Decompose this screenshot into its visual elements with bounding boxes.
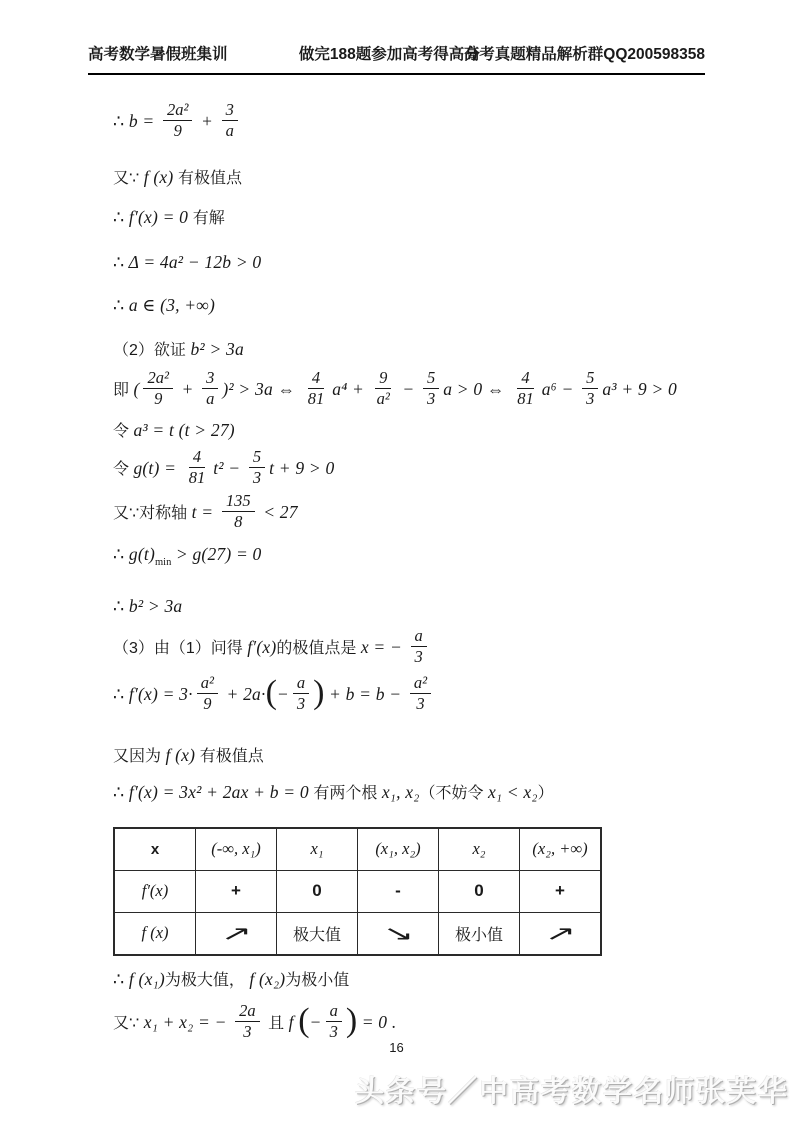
- math-text: b² > 3a: [185, 338, 244, 359]
- math-text: x = −: [360, 636, 407, 657]
- math-text: ∴ a ∈ (3, +∞): [113, 294, 216, 315]
- line-a-range: [113, 294, 793, 318]
- math-text: x₁ + x₂ = −: [139, 1011, 232, 1032]
- page-number: 16: [389, 1040, 404, 1055]
- fraction-numerator: a: [411, 627, 427, 647]
- fraction: [293, 674, 309, 714]
- table-cell: [196, 912, 277, 955]
- line-fprime-zero: [113, 206, 793, 230]
- table-row: [114, 912, 601, 955]
- line-sec2-goal: [113, 338, 793, 362]
- extremum-label: 极大值: [292, 926, 341, 944]
- cjk-text: （2）欲证: [113, 341, 186, 359]
- math-text: ∴ f (x₁): [113, 968, 165, 989]
- math-text: ∴ b =: [113, 111, 160, 132]
- math-text: ∴ g(t): [113, 543, 155, 564]
- fraction-denominator: a: [225, 121, 234, 141]
- fraction-denominator: 81: [188, 468, 206, 488]
- cjk-text: （3）由（1）问得: [113, 639, 248, 657]
- math-text: −: [397, 379, 420, 400]
- fraction: [513, 369, 538, 409]
- decreasing-arrow-icon: ↘: [382, 921, 414, 946]
- fraction-numerator: a: [293, 674, 309, 694]
- math-text: t =: [191, 502, 218, 523]
- header-divider: [88, 73, 705, 75]
- table-cell: [520, 870, 602, 912]
- table-row: [114, 870, 601, 912]
- line-delta: [113, 251, 793, 275]
- fraction-denominator: 3: [296, 694, 306, 714]
- line-fprime-value: [113, 672, 793, 716]
- fraction-numerator: 2a²: [143, 369, 172, 389]
- watermark-toutiao: 头条号／中高考数学名师张芙华: [354, 1076, 789, 1108]
- fraction-numerator: 3: [222, 101, 238, 121]
- math-text: g(t) =: [133, 458, 181, 479]
- table-header-cell: (-∞, x₁): [196, 828, 277, 871]
- table-cell: [277, 870, 358, 912]
- math-text: ∴ f′(x) = 3·: [113, 683, 193, 704]
- math-text: x₁ < x₂: [487, 781, 538, 802]
- table-cell: [277, 912, 358, 955]
- cjk-text: 的极值点是: [276, 639, 361, 657]
- fraction: [222, 492, 255, 532]
- table-header-cell: x₁: [277, 828, 358, 871]
- fraction: [326, 1002, 342, 1042]
- fraction-denominator: 9: [154, 389, 163, 409]
- fraction-numerator: 4: [308, 369, 324, 389]
- cjk-text: 为极小值: [285, 971, 350, 989]
- fraction-numerator: 5: [423, 369, 439, 389]
- math-text: t + 9 > 0: [269, 458, 335, 479]
- math-text: f′(x): [247, 636, 277, 657]
- fraction-numerator: a²: [410, 674, 431, 694]
- table-header-cell: (x₁, x₂): [358, 828, 439, 871]
- math-text: f (x): [139, 166, 178, 187]
- math-text: ∴ b² > 3a: [113, 595, 183, 616]
- math-text: (: [133, 379, 140, 400]
- sign-variation-table: [113, 827, 602, 956]
- cjk-text: 又∵: [113, 1014, 140, 1032]
- math-text: = 0 .: [357, 1011, 397, 1032]
- fraction-numerator: 5: [582, 369, 598, 389]
- fraction-denominator: a²: [376, 389, 390, 409]
- cjk-text: 即: [113, 382, 134, 400]
- sign-value: +: [231, 881, 241, 901]
- fraction-numerator: 4: [189, 448, 205, 468]
- fraction-denominator: 9: [203, 694, 212, 714]
- math-text: −: [276, 683, 289, 704]
- header-promo-text: [299, 42, 705, 64]
- fraction-denominator: 3: [329, 1022, 338, 1042]
- cjk-text: 有两个根: [313, 784, 382, 802]
- fraction: [411, 627, 427, 667]
- math-text: f (x₂): [249, 968, 286, 989]
- math-text: x₁, x₂: [381, 781, 420, 802]
- table-cell: [358, 870, 439, 912]
- cjk-text: 为极大值，: [164, 971, 250, 989]
- line-let-t: [113, 419, 793, 443]
- math-text: + 2a·: [221, 683, 266, 704]
- cjk-text: 有极值点: [199, 747, 264, 765]
- extremum-label: 极小值: [454, 926, 503, 944]
- math-text: f (x): [165, 744, 200, 765]
- line-b2-gt-3a: [113, 595, 793, 619]
- fraction-numerator: 3: [202, 369, 218, 389]
- solution-body-top: [0, 100, 793, 805]
- table-cell: [439, 870, 520, 912]
- line-sec3-intro: [113, 625, 793, 669]
- fraction: [304, 369, 329, 409]
- fraction-numerator: 4: [517, 369, 533, 389]
- table-header-row: [114, 828, 601, 871]
- table-row-label: f′(x): [114, 870, 196, 912]
- line-conclusion-extrema: [113, 968, 793, 992]
- cjk-text: 又因为: [113, 747, 166, 765]
- cjk-text: ）: [537, 784, 554, 802]
- fraction: [249, 448, 265, 488]
- line-because-extremum: [113, 744, 793, 768]
- line-sec2-expand: [113, 367, 793, 411]
- fraction-denominator: 3: [414, 647, 423, 667]
- header-course-title: 高考数学暑假班集训: [88, 46, 228, 63]
- math-text: a³ + 9 > 0: [602, 379, 677, 400]
- cjk-text: 有解: [192, 209, 225, 227]
- line-therefore-b: [113, 100, 793, 143]
- fraction: [582, 369, 598, 409]
- big-paren: ): [313, 673, 325, 711]
- fraction-numerator: 2a: [235, 1002, 260, 1022]
- math-text: a³ = t (t > 27): [133, 419, 235, 440]
- math-text: a > 0 ⇔: [443, 379, 510, 400]
- sign-value: -: [395, 881, 401, 901]
- sign-value: 0: [474, 881, 484, 901]
- table-header-cell: (x₂, +∞): [520, 828, 602, 871]
- line-sum-roots: [113, 1000, 793, 1044]
- math-text: < 27: [258, 502, 298, 523]
- cjk-text: 又∵: [113, 169, 140, 187]
- table-cell: [439, 912, 520, 955]
- math-text: t² −: [213, 458, 245, 479]
- math-text: +: [196, 111, 218, 132]
- fraction-numerator: 2a²: [163, 101, 192, 121]
- math-text: ∴ f′(x) = 0: [113, 206, 193, 227]
- big-paren: ): [345, 1001, 358, 1039]
- page-header: [0, 0, 793, 64]
- table-cell: [196, 870, 277, 912]
- cjk-text: 且: [263, 1014, 289, 1032]
- cjk-text: 又∵对称轴: [113, 505, 192, 523]
- line-f-has-extremum: [113, 166, 793, 190]
- cjk-text: （不妨令: [419, 784, 488, 802]
- line-gt-min: [113, 543, 793, 574]
- math-text: −: [309, 1011, 322, 1032]
- fraction: [373, 369, 394, 409]
- big-paren: (: [265, 673, 277, 711]
- math-text: ∴ f′(x) = 3x² + 2ax + b = 0: [113, 781, 314, 802]
- math-text: +: [176, 379, 199, 400]
- fraction-denominator: 3: [416, 694, 425, 714]
- fraction-numerator: a: [326, 1002, 342, 1022]
- math-text: a⁴ +: [332, 379, 369, 400]
- fraction-denominator: 8: [234, 512, 243, 532]
- fraction-denominator: a: [206, 389, 215, 409]
- line-two-roots: [113, 781, 793, 805]
- table-cell: [358, 912, 439, 955]
- increasing-arrow-icon: ↗: [544, 921, 576, 946]
- cjk-text: 有极值点: [178, 169, 243, 187]
- fraction: [202, 369, 218, 409]
- header-promo-primary: 做完188题参加高考得高分: [298, 46, 480, 63]
- fraction: [143, 369, 172, 409]
- fraction: [423, 369, 439, 409]
- fraction: [197, 674, 218, 714]
- fraction-numerator: 9: [375, 369, 391, 389]
- solution-body-bottom: [0, 968, 793, 1044]
- fraction-numerator: 5: [249, 448, 265, 468]
- fraction-denominator: 9: [173, 121, 182, 141]
- fraction-denominator: 81: [307, 389, 325, 409]
- fraction-numerator: 135: [222, 492, 255, 512]
- math-text: a⁶ −: [541, 379, 579, 400]
- line-let-gt: [113, 446, 793, 490]
- cjk-text: 令: [113, 461, 134, 479]
- fraction: [222, 101, 238, 141]
- math-text: ∴ Δ = 4a² − 12b > 0: [113, 251, 262, 272]
- fraction: [163, 101, 192, 141]
- big-paren: (: [298, 1001, 310, 1039]
- header-promo-qq-group: 高考真题精品解析群QQ200598358: [463, 46, 705, 63]
- math-text: + b = b −: [324, 683, 406, 704]
- table-header-x: x: [114, 828, 196, 871]
- math-text: f: [288, 1011, 299, 1032]
- sign-value: +: [555, 881, 565, 901]
- subscript-text: min: [154, 556, 172, 568]
- fraction-denominator: 81: [517, 389, 534, 409]
- sign-value: 0: [312, 881, 322, 901]
- fraction: [410, 674, 431, 714]
- fraction-numerator: a²: [197, 674, 218, 694]
- line-axis-symmetry: [113, 490, 793, 534]
- fraction-denominator: 3: [252, 468, 262, 488]
- math-text: )² > 3a ⇔: [222, 379, 300, 400]
- fraction: [185, 448, 210, 488]
- table-cell: [520, 912, 602, 955]
- cjk-text: 令: [113, 422, 134, 440]
- table-header-cell: x₂: [439, 828, 520, 871]
- fraction-denominator: 3: [243, 1022, 252, 1042]
- fraction-denominator: 3: [427, 389, 436, 409]
- math-text: > g(27) = 0: [171, 543, 262, 564]
- fraction: [235, 1002, 260, 1042]
- fraction-denominator: 3: [586, 389, 595, 409]
- table-row-label: f (x): [114, 912, 196, 955]
- increasing-arrow-icon: ↗: [220, 921, 252, 946]
